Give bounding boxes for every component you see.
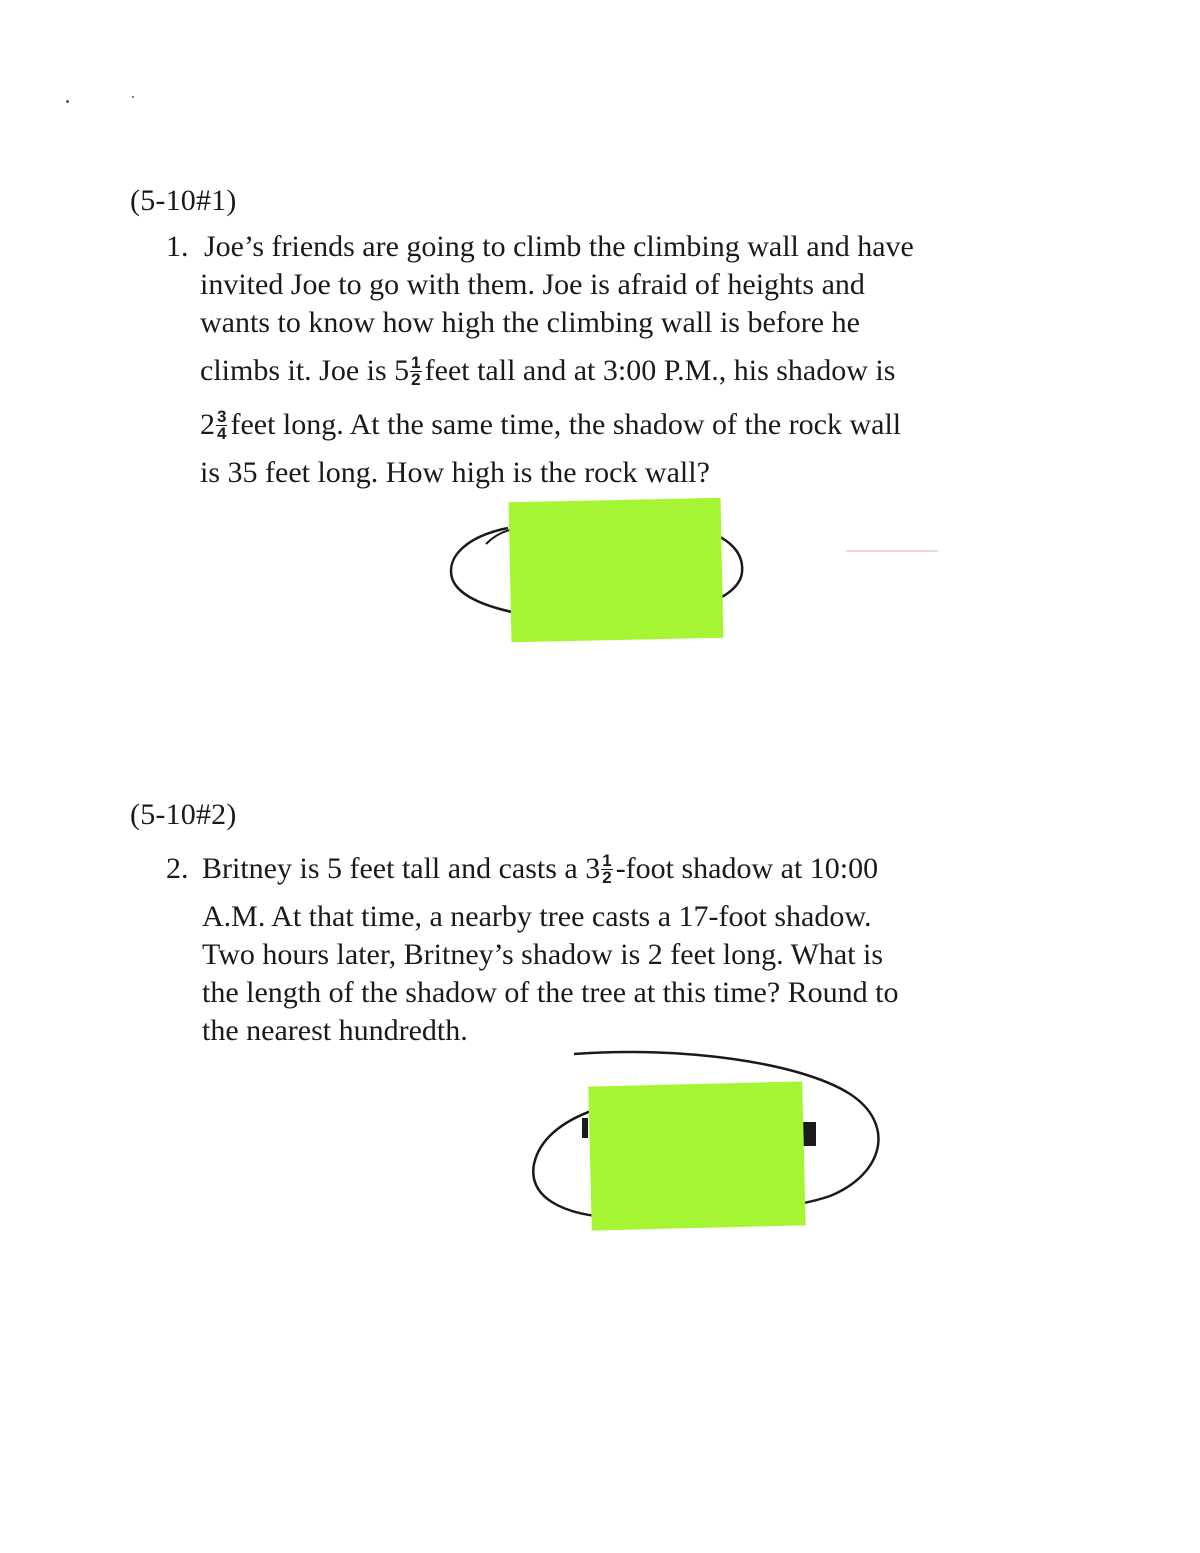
- problem-1-line: is 35 feet long. How high is the rock wall?: [200, 456, 710, 489]
- problem-2-tag: (5-10#2): [130, 798, 237, 831]
- scan-speck: [132, 96, 134, 98]
- answer-circle-1-tick: [486, 530, 510, 544]
- fraction: [410, 352, 421, 389]
- answer-circle-2-mark: [802, 1122, 816, 1146]
- scan-speck: [66, 100, 69, 103]
- fraction: [601, 850, 612, 887]
- problem-2-line: Two hours later, Britney’s shadow is 2 feet long. What is: [202, 938, 884, 971]
- problem-2-number: 2.: [166, 852, 189, 885]
- problem-1-line: [200, 352, 895, 390]
- text-run: 2: [200, 408, 215, 441]
- problem-1-text: [166, 228, 1046, 498]
- problem-2-text: [166, 850, 1046, 1050]
- problem-1-line: invited Joe to go with them. Joe is afraid of heights and: [200, 268, 865, 301]
- problem-2-line: the nearest hundredth.: [202, 1014, 468, 1047]
- answer-circle-2-mark: [582, 1118, 588, 1138]
- text-run: feet long. At the same time, the shadow of the rock wall: [230, 408, 902, 441]
- fraction-numerator: 3: [217, 406, 227, 426]
- problem-1-line: wants to know how high the climbing wall is before he: [200, 306, 860, 339]
- text-run: Britney is 5 feet tall and casts a 3: [202, 852, 601, 885]
- problem-1-line: [200, 406, 901, 444]
- fraction-denominator: 4: [217, 423, 227, 443]
- fraction-denominator: 2: [602, 867, 612, 887]
- problem-2-line: A.M. At that time, a nearby tree casts a 17-foot shadow.: [202, 900, 872, 933]
- text-run: feet tall and at 3:00 P.M., his shadow is: [424, 354, 896, 387]
- problem-1-line: Joe’s friends are going to climb the climbing wall and have: [204, 230, 914, 263]
- text-run: -foot shadow at 10:00: [615, 852, 879, 885]
- sticky-note-answer-1: [509, 498, 724, 642]
- fraction-numerator: 1: [602, 850, 612, 870]
- problem-2-line: the length of the shadow of the tree at this time? Round to: [202, 976, 899, 1009]
- problem-1-number: 1.: [166, 230, 189, 263]
- fraction-denominator: 2: [411, 369, 421, 389]
- fraction: [216, 406, 227, 443]
- text-run: climbs it. Joe is 5: [200, 354, 410, 387]
- sticky-note-answer-2: [588, 1081, 805, 1230]
- problem-2-line: [202, 850, 878, 888]
- problem-1-tag: (5-10#1): [130, 184, 237, 217]
- fraction-numerator: 1: [411, 352, 421, 372]
